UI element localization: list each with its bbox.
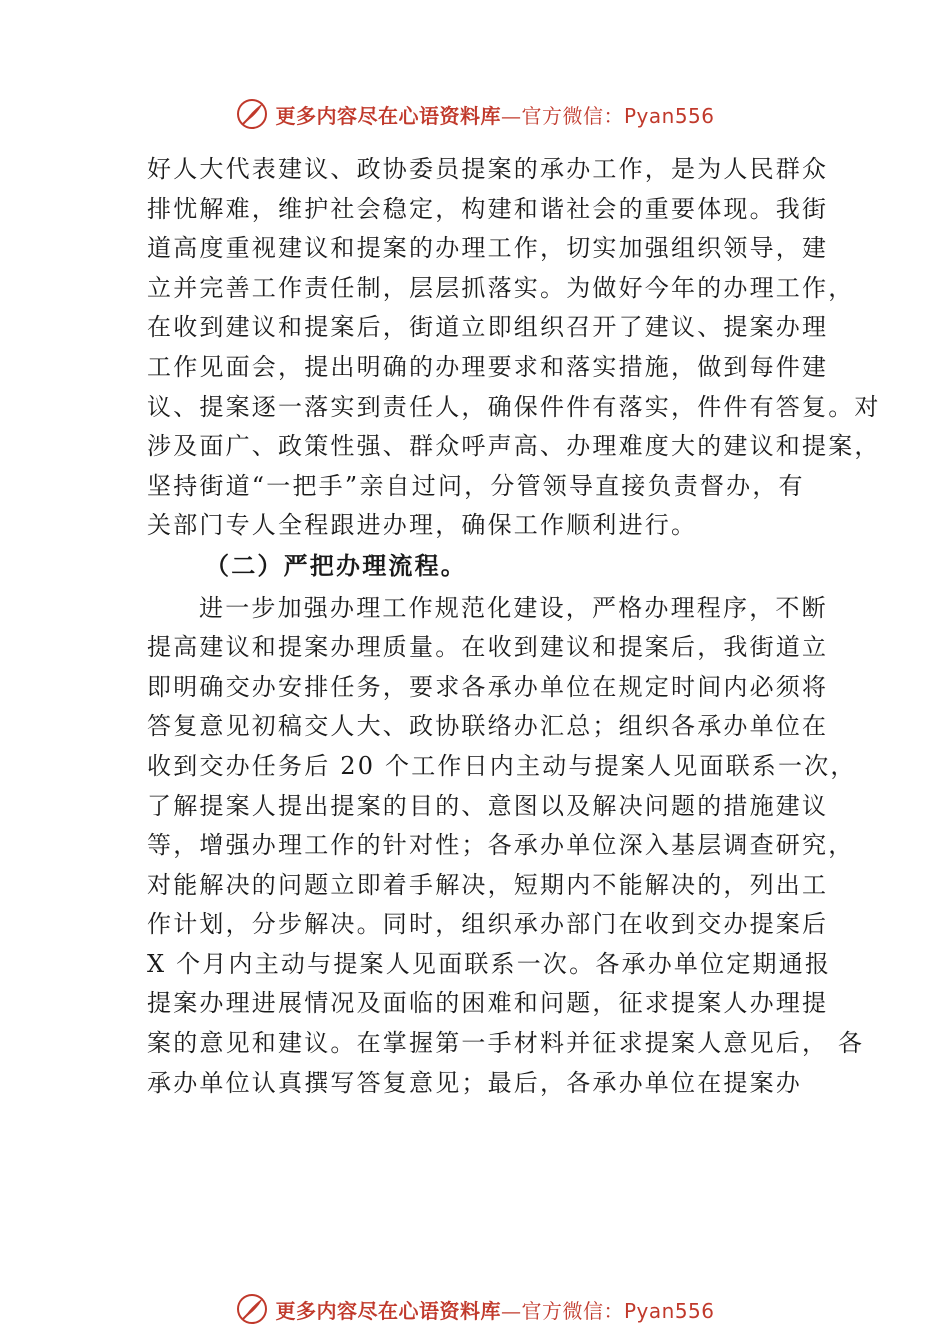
quill-pen-seal-icon (235, 1292, 269, 1326)
banner-main-text: 更多内容尽在心语资料库 (275, 103, 501, 128)
paragraph-line: 排忧解难，维护社会稳定，构建和谐社会的重要体现。我街 (147, 194, 829, 223)
banner-dash: — (500, 1298, 522, 1323)
paragraph-line: 即明确交办安排任务，要求各承办单位在规定时间内必须将 (147, 672, 829, 701)
paragraph-line: 了解提案人提出提案的目的、意图以及解决问题的措施建议 (147, 791, 829, 820)
paragraph-line: 提案办理进展情况及面临的困难和问题，征求提案人办理提 (147, 989, 829, 1018)
quill-pen-seal-icon (235, 97, 269, 131)
paragraph-line: X 个月内主动与提案人见面联系一次。各承办单位定期通报 (147, 949, 832, 978)
paragraph-line: 立并完善工作责任制，层层抓落实。为做好今年的办理工作， (147, 273, 855, 302)
header-banner (0, 94, 950, 134)
paragraph-line: 议、提案逐一落实到责任人，确保件件有落实，件件有答复。对 (147, 392, 881, 421)
paragraph-line: 坚持街道“一把手”亲自过问，分管领导直接负责督办，有 (147, 471, 805, 500)
banner-label: 官方微信： (521, 103, 624, 128)
banner-text (275, 1295, 714, 1324)
banner-text (275, 100, 714, 129)
paragraph-first-line: 进一步加强办理工作规范化建设，严格办理程序，不断 (199, 593, 828, 622)
paragraph-line: 在收到建议和提案后，街道立即组织召开了建议、提案办理 (147, 313, 829, 342)
paragraph-line: 道高度重视建议和提案的办理工作，切实加强组织领导，建 (147, 234, 829, 263)
paragraph-line: 作计划，分步解决。同时，组织承办部门在收到交办提案后 (147, 910, 829, 939)
paragraph-line: 答复意见初稿交人大、政协联络办汇总；组织各承办单位在 (147, 712, 829, 741)
paragraph-line: 承办单位认真撰写答复意见；最后，各承办单位在提案办 (147, 1068, 802, 1097)
paragraph-line: 收到交办任务后 20 个工作日内主动与提案人见面联系一次， (147, 751, 857, 780)
footer-banner (0, 1289, 950, 1329)
section-heading: （二）严把办理流程。 (205, 550, 467, 580)
paragraph-line: 涉及面广、政策性强、群众呼声高、办理难度大的建议和提案， (147, 432, 881, 461)
banner-wechat-id: Pyan556 (623, 1298, 715, 1323)
paragraph-line: 案的意见和建议。在掌握第一手材料并征求提案人意见后， 各 (147, 1029, 865, 1058)
banner-dash: — (500, 103, 522, 128)
paragraph-line: 提高建议和提案办理质量。在收到建议和提案后，我街道立 (147, 633, 829, 662)
banner-wechat-id: Pyan556 (623, 103, 715, 128)
paragraph-line: 对能解决的问题立即着手解决，短期内不能解决的，列出工 (147, 870, 829, 899)
banner-label: 官方微信： (521, 1298, 624, 1323)
paragraph-line: 关部门专人全程跟进办理，确保工作顺利进行。 (147, 511, 698, 540)
paragraph-line: 好人大代表建议、政协委员提案的承办工作，是为人民群众 (147, 155, 829, 183)
banner-main-text: 更多内容尽在心语资料库 (275, 1298, 501, 1323)
paragraph-line: 工作见面会，提出明确的办理要求和落实措施，做到每件建 (147, 352, 829, 381)
paragraph-line: 等，增强办理工作的针对性；各承办单位深入基层调查研究， (147, 831, 855, 860)
document-body (147, 150, 881, 1103)
